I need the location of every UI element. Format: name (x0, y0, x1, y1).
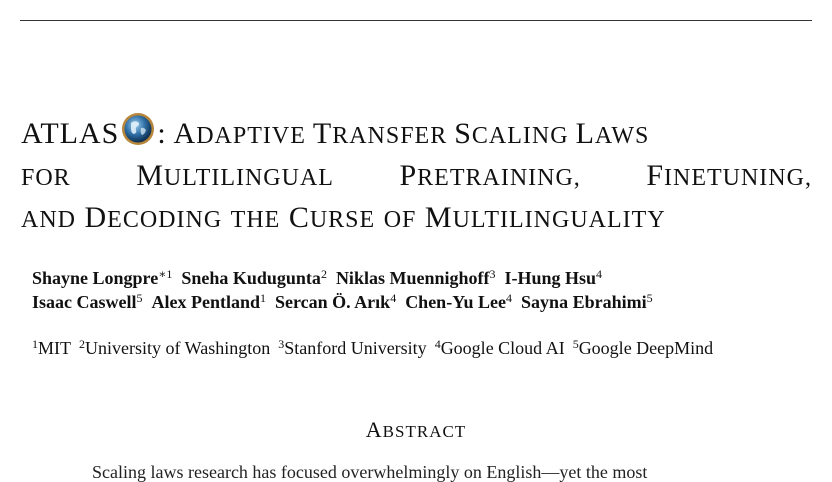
top-rule (20, 20, 812, 21)
title-line-1 (21, 112, 812, 156)
affiliation: $^4$Google Cloud AI (434, 337, 565, 358)
title-segment: RANSFER (332, 123, 455, 149)
author-affiliation-mark: 4 (506, 291, 513, 305)
author-affiliation-mark: ∗1 (158, 267, 173, 281)
title-word: MULTILINGUAL (136, 159, 334, 192)
author-row-2 (32, 290, 662, 314)
title-segment: A (173, 117, 197, 150)
paper-title (21, 112, 812, 240)
title-word: FOR (21, 165, 71, 191)
affiliation-mark: 2 (79, 337, 85, 351)
affiliation-mark: 5 (572, 337, 579, 351)
title-word: AND (21, 207, 76, 233)
author-name: Alex Pentland$^1$ (151, 291, 267, 312)
affiliation: $^1$MIT (32, 337, 71, 358)
title-segment: DAPTIVE (196, 123, 313, 149)
author-name: Sneha Kudugunta$^2$ (181, 267, 327, 288)
author-name: Chen-Yu Lee$^4$ (405, 291, 513, 312)
affiliation-mark: 4 (434, 337, 441, 351)
globe-logo-icon (121, 112, 155, 146)
affiliation: $^3$Stanford University (278, 337, 427, 358)
author-affiliation-mark: 1 (260, 291, 267, 305)
author-list (32, 266, 662, 314)
abstract-heading-initial: A (365, 417, 383, 442)
author-affiliation-mark: 3 (489, 267, 496, 281)
author-affiliation-mark: 4 (390, 291, 397, 305)
affiliation-mark: 3 (278, 337, 285, 351)
title-word: MULTILINGUALITY (424, 201, 666, 234)
title-word (646, 156, 812, 198)
title-word (399, 156, 580, 198)
title-word: PRETRAINING, (399, 159, 581, 192)
title-word: FINETUNING, (646, 159, 812, 192)
author-name: Shayne Longpre$^{∗1}$ (32, 267, 173, 288)
title-word (136, 156, 334, 198)
title-segment: T (312, 117, 333, 150)
affiliation-list (32, 336, 721, 360)
title-word: DECODING (84, 201, 223, 234)
abstract-first-line: Scaling laws research has focused overwhelmingly on English—yet the most (92, 462, 648, 482)
title-segment: L (575, 117, 595, 150)
affiliation-mark: 1 (32, 337, 38, 351)
title-segment: : (157, 117, 174, 150)
abstract-heading-rest: BSTRACT (382, 422, 467, 441)
author-name: I-Hung Hsu$^4$ (504, 267, 603, 288)
author-affiliation-mark: 5 (136, 291, 143, 305)
abstract-heading (0, 416, 832, 446)
author-name: Sayna Ebrahimi$^5$ (521, 291, 653, 312)
author-name: Niklas Muennighoff$^3$ (335, 267, 496, 288)
affiliation: $^5$Google DeepMind (572, 337, 714, 358)
title-line-3 (21, 198, 812, 240)
title-segment: AWS (594, 123, 650, 149)
author-name: Isaac Caswell$^5$ (32, 291, 143, 312)
title-word: THE (230, 207, 281, 233)
affiliation: $^2$University of Washington (79, 337, 271, 358)
author-row-1 (32, 266, 662, 290)
author-affiliation-mark: 4 (596, 267, 603, 281)
title-word (21, 156, 71, 198)
author-name: Sercan Ö. Arık$^4$ (275, 291, 397, 312)
title-segment: S (454, 117, 472, 150)
title-word: CURSE (288, 201, 376, 234)
author-affiliation-mark: 2 (320, 267, 327, 281)
title-segment: ATLAS (21, 117, 120, 150)
title-segment: CALING (471, 123, 576, 149)
title-word: OF (383, 207, 417, 233)
title-line-2 (21, 156, 812, 198)
author-affiliation-mark: 5 (646, 291, 653, 305)
